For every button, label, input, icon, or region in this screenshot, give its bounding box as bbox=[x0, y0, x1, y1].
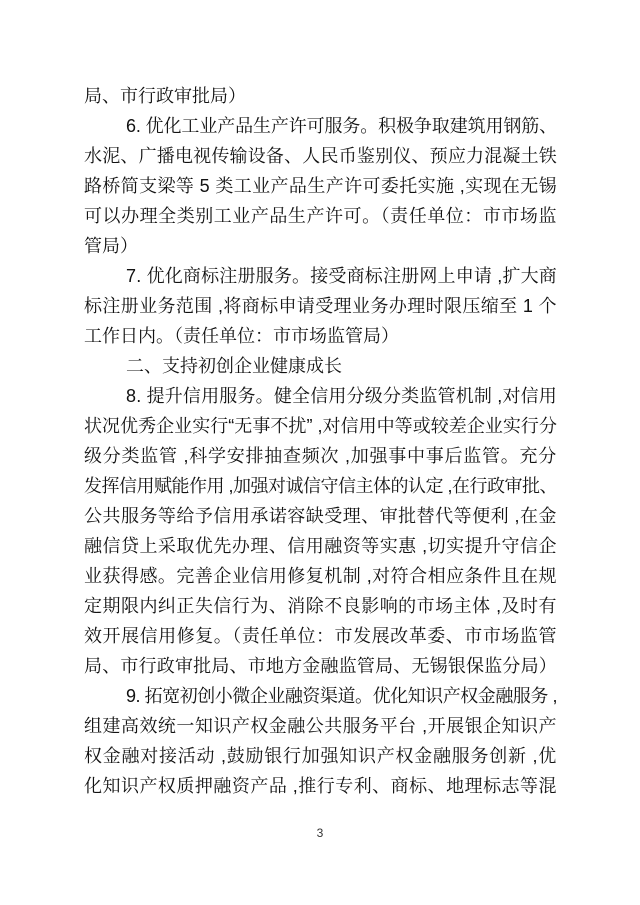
text-line: 公共服务等给予信用承诺容缺受理、审批替代等便利 ,在金 bbox=[84, 506, 557, 526]
text-line: 9. 拓宽初创小微企业融资渠道。优化知识产权金融服务 , bbox=[126, 686, 557, 706]
text-line: 8. 提升信用服务。健全信用分级分类监管机制 ,对信用 bbox=[126, 386, 557, 406]
text-line: 管局） bbox=[84, 236, 138, 256]
text-line: 级分类监管 ,科学安排抽查频次 ,加强事中事后监管。充分 bbox=[84, 446, 557, 466]
text-line: 发挥信用赋能作用 ,加强对诚信守信主体的认定 ,在行政审批、 bbox=[84, 476, 557, 496]
text-line: 7. 优化商标注册服务。接受商标注册网上申请 ,扩大商 bbox=[126, 266, 557, 286]
text-line: 权金融对接活动 ,鼓励银行加强知识产权金融服务创新 ,优 bbox=[84, 746, 557, 766]
text-line: 局、市行政审批局、市地方金融监管局、无锡银保监分局） bbox=[84, 656, 557, 676]
text-line: 可以办理全类别工业产品生产许可。（责任单位：市市场监 bbox=[84, 206, 557, 226]
page-number: 3 bbox=[316, 826, 324, 840]
text-line: 水泥、广播电视传输设备、人民币鉴别仪、预应力混凝土铁 bbox=[84, 146, 557, 166]
text-line: 路桥简支梁等 5 类工业产品生产许可委托实施 ,实现在无锡 bbox=[84, 176, 557, 196]
section-heading: 二、支持初创企业健康成长 bbox=[126, 356, 342, 376]
text-line: 工作日内。（责任单位：市市场监管局） bbox=[84, 326, 399, 346]
text-line: 6. 优化工业产品生产许可服务。积极争取建筑用钢筋、 bbox=[126, 116, 557, 136]
text-line: 定期限内纠正失信行为、消除不良影响的市场主体 ,及时有 bbox=[84, 596, 557, 616]
text-line: 效开展信用修复。（责任单位：市发展改革委、市市场监管 bbox=[84, 626, 557, 646]
text-line: 标注册业务范围 ,将商标申请受理业务办理时限压缩至 1 个 bbox=[84, 296, 557, 316]
document-body bbox=[84, 81, 557, 801]
text-line: 局、市行政审批局） bbox=[84, 86, 246, 106]
text-line: 组建高效统一知识产权金融公共服务平台 ,开展银企知识产 bbox=[84, 716, 557, 736]
text-line: 化知识产权质押融资产品 ,推行专利、商标、地理标志等混 bbox=[84, 776, 557, 796]
text-line: 状况优秀企业实行“无事不扰” ,对信用中等或较差企业实行分 bbox=[84, 416, 557, 436]
text-line: 业获得感。完善企业信用修复机制 ,对符合相应条件且在规 bbox=[84, 566, 557, 586]
text-line: 融信贷上采取优先办理、信用融资等实惠 ,切实提升守信企 bbox=[84, 536, 557, 556]
